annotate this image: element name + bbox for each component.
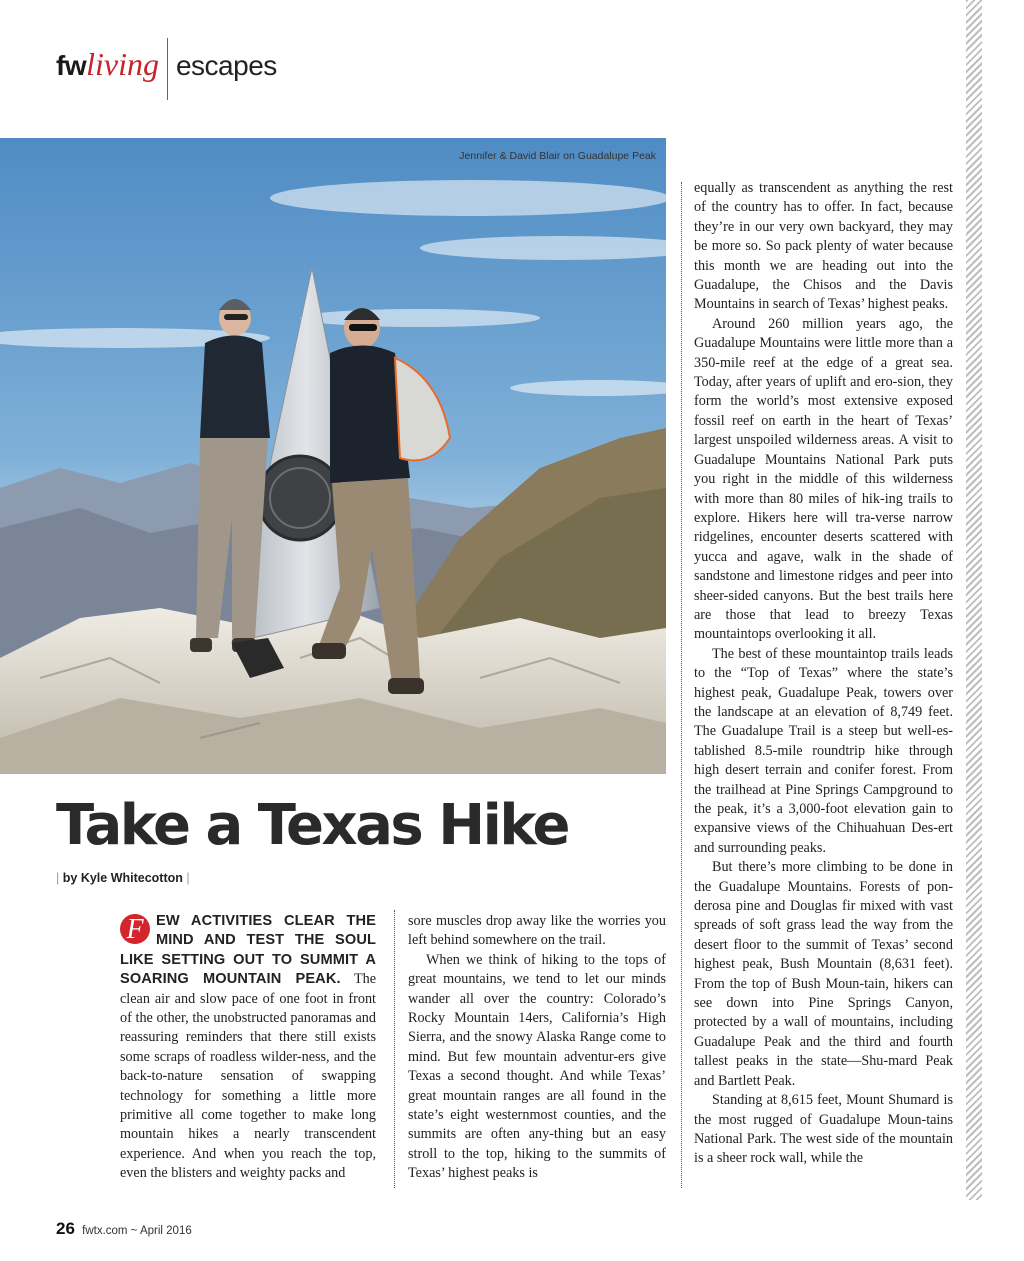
logo-living: living	[86, 46, 159, 82]
section-name: escapes	[175, 50, 277, 81]
paragraph: Around 260 million years ago, the Guadalupe Mountains were little more than a 350-mile reef at the edge of a great sea. Today, after years of uplift and ero-sion, they form the world’s most extensive exposed fossil reef on earth in the heart of Texas’ largest unspoiled wilderness areas. A visit to Guadalupe Mountains National Park puts you right in the middle of this wilderness with more than 80 miles of hik-ing trails to explore. Hikers here will tra-verse narrow ridgelines, encounter deserts scattered with yucca and agave, walk in the shade of sandstone and limestone ridges and peer into sheer-sided canyons. But the best trails here are those that lead to breezy Texas mountaintops overlooking it all.	[694, 315, 953, 643]
byline-bar-right: |	[186, 871, 190, 885]
byline-author: Kyle Whitecotton	[80, 871, 183, 885]
page-number: 26	[56, 1219, 75, 1238]
photo-caption: Jennifer & David Blair on Guadalupe Peak	[459, 150, 656, 162]
paragraph: equally as transcendent as anything the rest of the country has to offer. In fact, because they’re in our very own backyard, they may be more so. So pack plenty of water because this month we are heading out into the Guadalupe, the Chisos and the Davis Mountains in search of Texas’ highest peaks.	[694, 180, 953, 313]
summit-photo	[0, 138, 666, 774]
column-divider-2	[681, 182, 682, 1188]
lead-paragraph	[120, 912, 376, 1184]
byline-bar-left: |	[56, 871, 60, 885]
paragraph: sore muscles drop away like the worries you left behind somewhere on the trail.	[408, 913, 666, 949]
byline	[56, 871, 190, 885]
header-divider	[167, 38, 168, 100]
article-column-2	[408, 912, 666, 1184]
column-divider-1	[394, 910, 395, 1188]
paragraph: Standing at 8,615 feet, Mount Shumard is the most rugged of Guadalupe Moun-tains National Park. The west side of the mountain is a sheer rock wall, while the	[694, 1092, 953, 1167]
lead-in-text: EW ACTIVITIES CLEAR THE MIND AND TEST THE SOUL LIKE SETTING OUT TO SUMMIT A SOARING MOUNTAIN PEAK.	[120, 913, 376, 988]
paragraph: The best of these mountaintop trails leads to the “Top of Texas” where the state’s highest peak, Guadalupe Peak, towers over the landscape at an elevation of 8,749 feet. The Guadalupe Trail is a steep but well-es-tablished 8.5-mile roundtrip hike through high desert terrain and conifer forest. From the trailhead at Pine Springs Campground to the peak, it’s a 3,000-foot elevation gain to expansive views of the Chihuahuan Des-ert and surrounding peaks.	[694, 645, 953, 856]
lead-paragraph-rest: The clean air and slow pace of one foot in front of the other, the unobstructed panoramas and reassuring reminders that there still exists some scraps of roadless wilder-ness, and the back-to-nature sensation of swapping technology for something a little more primitive all come together to make long mountain hikes a nearly transcendent experience. And when you reach the top, even the blisters and weighty packs and	[120, 971, 376, 1182]
paragraph: But there’s more climbing to be done in the Guadalupe Mountains. Forests of pon-derosa pine and Douglas fir mixed with vast spreads of soft grass lead the way from the desert floor to the summit of Texas’ second highest peak, Bush Mountain (8,631 feet). From the top of Bush Moun-tain, hikers can see down into Pine Springs Canyon, protected by a wall of mountains, including Guadalupe Peak and the third and fourth tallest peaks in the state—Shu-mard Peak and Bartlett Peak.	[694, 859, 953, 1089]
logo-fw: fw	[56, 50, 87, 81]
page-footer	[56, 1219, 192, 1239]
article-headline: Take a Texas Hike	[56, 793, 569, 858]
article-column-1	[120, 912, 376, 1184]
drop-cap: F	[120, 914, 150, 944]
section-header	[56, 46, 277, 106]
page-border-hatch	[966, 0, 982, 1200]
paragraph: When we think of hiking to the tops of great mountains, we tend to let our minds wander all over the country: Colorado’s Rocky Mountain 14ers, California’s High Sierra, and the snowy Alaska Range come to mind. But few mountain adventur-ers give Texas a second thought. And while Texas’ great mountain ranges are all found in the state’s eight westernmost counties, and the summits are often any-thing but an easy stroll to the top, hiking to the summits of Texas’ highest peaks is	[408, 951, 666, 1182]
article-column-3	[694, 179, 953, 1169]
publication-info: fwtx.com ~ April 2016	[82, 1225, 192, 1237]
byline-prefix: by	[62, 871, 78, 885]
